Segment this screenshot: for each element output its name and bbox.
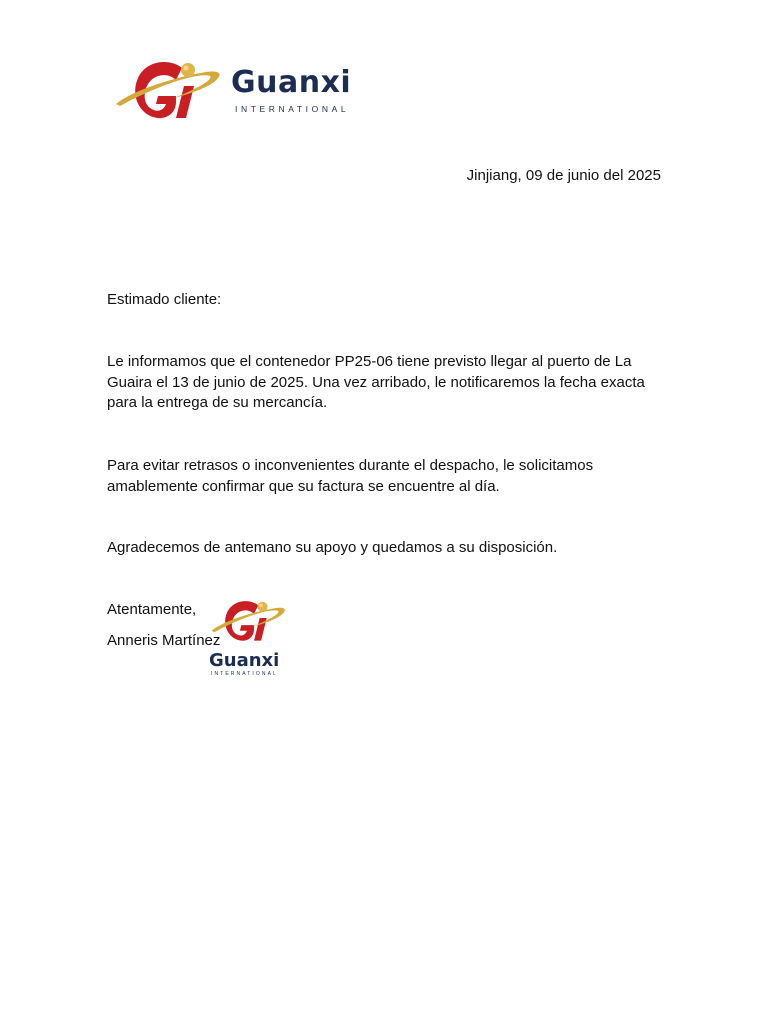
letter-paragraph-3: Agradecemos de antemano su apoyo y quedamos a su disposición. [107,539,558,556]
letter-signer: Anneris Martínez [107,632,221,649]
letter-date: Jinjiang, 09 de junio del 2025 [466,167,661,184]
guanxi-emblem-small-icon [203,594,293,652]
guanxi-emblem-icon [110,52,225,134]
logo-subtitle: INTERNATIONAL [235,104,350,114]
letter-paragraph-1: Le informamos que el contenedor PP25-06 tiene previsto llegar al puerto de La Guaira el 13 de junio de 2025. Una vez arribado, le notificaremos la fecha exacta para la entrega de su mercancía. [107,353,645,411]
letter-closing: Atentamente, [107,601,197,618]
signature-logo-wordmark: Guanxi [209,650,280,671]
letter-paragraph-2: Para evitar retrasos o inconvenientes durante el despacho, le solicitamos amablemente confirmar que su factura se encuentre al día. [107,457,594,495]
signature-logo [203,594,293,684]
letter-greeting: Estimado cliente: [107,291,222,308]
company-logo [110,52,370,134]
signature-logo-subtitle: INTERNATIONAL [211,671,278,677]
logo-wordmark: Guanxi [231,65,352,100]
